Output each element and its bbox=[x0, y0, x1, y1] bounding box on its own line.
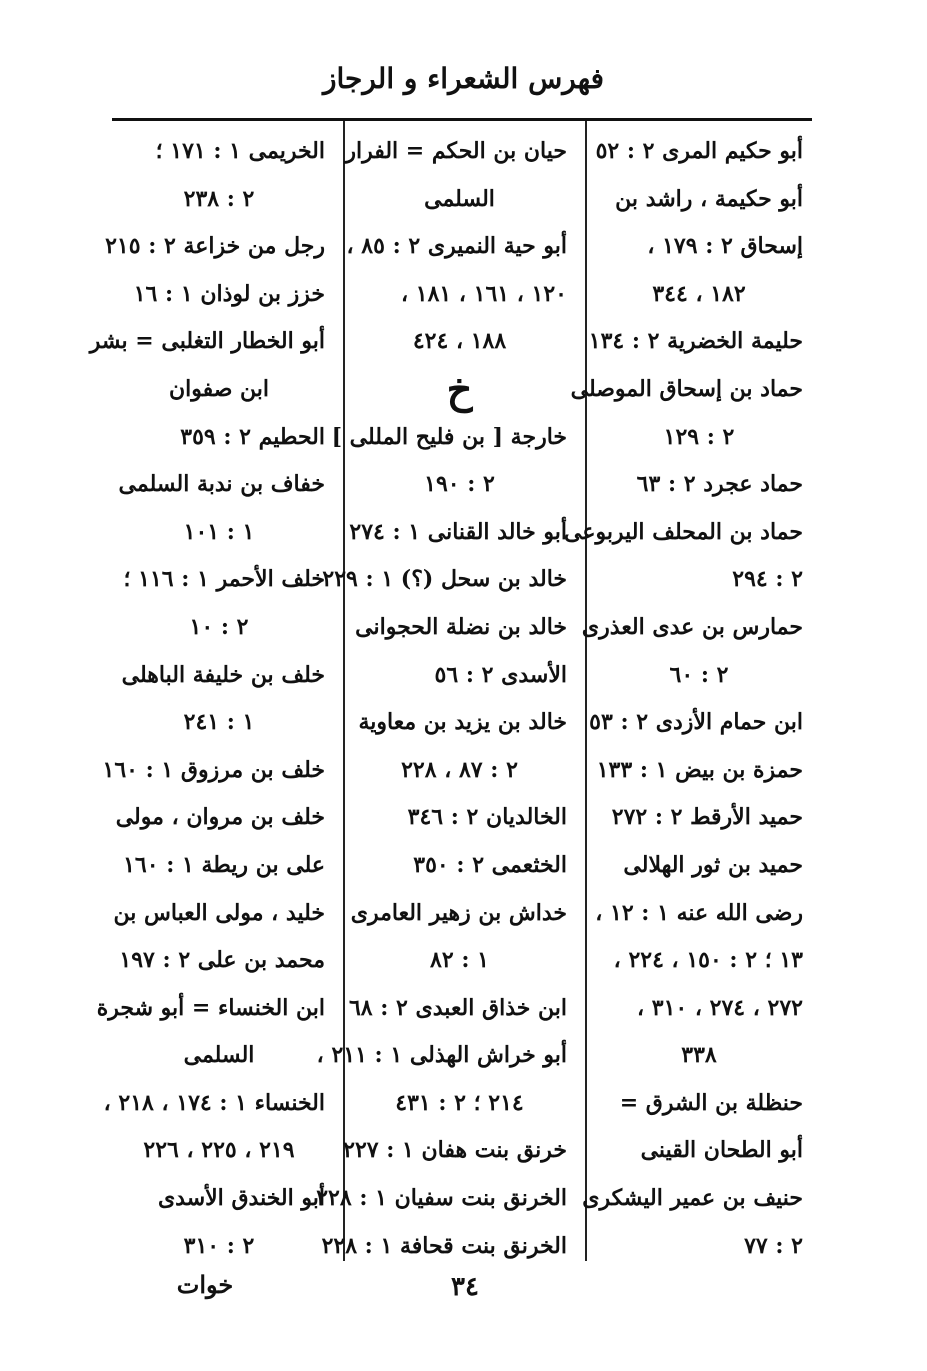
column-divider-left bbox=[343, 121, 345, 1261]
header-rule bbox=[112, 118, 812, 121]
index-entry-line: خالد بن سحل (؟) ١ : ٢٢٩ bbox=[322, 566, 567, 593]
index-entry-line: حماد بن إسحاق الموصلى bbox=[570, 375, 803, 402]
index-entry-line: ٢ : ٨٧ ، ٢٢٨ bbox=[401, 756, 518, 783]
index-entry-line: أبو حكيم المرى ٢ : ٥٢ bbox=[595, 138, 803, 164]
index-entry-line: أبو خراش الهذلى ١ : ٢١١ ، bbox=[316, 1042, 567, 1069]
index-entry-line: السلمى bbox=[183, 1042, 255, 1069]
index-entry-line: ٣٣٨ bbox=[681, 1042, 717, 1069]
index-entry-line: السلمى bbox=[424, 185, 495, 212]
index-entry-line: محمد بن على ٢ : ١٩٧ bbox=[119, 947, 325, 974]
index-entry-line: خالد بن يزيد بن معاوية bbox=[358, 709, 567, 736]
index-entry-line: ٢ : ١٢٩ bbox=[663, 423, 735, 450]
index-entry-line: حنيف بن عمير اليشكرى bbox=[582, 1185, 803, 1212]
index-entry-line: الخريمى ١ : ١٧١ ؛ bbox=[155, 138, 325, 164]
index-entry-line: رجل من خزاعة ٢ : ٢١٥ bbox=[105, 233, 325, 260]
catchword: خوات bbox=[176, 1270, 234, 1299]
index-entry-line: رضى الله عنه ١ : ١٢ ، bbox=[595, 899, 803, 926]
index-column-left bbox=[89, 128, 325, 1270]
index-entry-line: خلف بن خليفة الباهلى bbox=[121, 661, 325, 688]
index-entry-line: ١ : ١٠١ bbox=[183, 518, 255, 545]
page-title: فهرس الشعراء و الرجاز bbox=[323, 62, 604, 95]
index-entry-line: حماد بن المحلف اليربوعى bbox=[563, 518, 803, 545]
index-entry-line: الخثعمى ٢ : ٣٥٠ bbox=[413, 851, 567, 878]
index-entry-line: الخرنق بنت سفيان ١ : ٢٢٨ bbox=[316, 1185, 567, 1212]
index-entry-line: أبو الطحان القينى bbox=[640, 1137, 803, 1164]
index-entry-line: ١ : ٢٤١ bbox=[183, 709, 255, 736]
index-entry-line: الأسدى ٢ : ٥٦ bbox=[434, 661, 567, 688]
index-entry-line: حنظلة بن الشرق = bbox=[619, 1089, 803, 1116]
index-entry-line: ابن خذاق العبدى ٢ : ٦٨ bbox=[348, 994, 567, 1021]
index-entry-line: أبو الخطار التغلبى = بشر bbox=[89, 328, 325, 355]
index-entry-line: ٢١٤ ؛ ٢ : ٤٣١ bbox=[395, 1089, 524, 1116]
index-entry-line: أبو حية النميرى ٢ : ٨٥ ، bbox=[346, 233, 567, 260]
index-entry-line: ٢ : ١٩٠ bbox=[424, 471, 495, 498]
index-entry-line: ١ : ٨٢ bbox=[430, 947, 489, 974]
index-entry-line: خليد ، مولى العباس بن bbox=[113, 899, 325, 926]
page-number: ٣٤ bbox=[451, 1272, 479, 1302]
index-entry-line: ١٣ ؛ ٢ : ١٥٠ ، ٢٢٤ ، bbox=[613, 947, 803, 974]
index-entry-line: أبو خالد القنانى ١ : ٢٧٤ bbox=[349, 518, 567, 545]
index-entry-line: خالد بن نضلة الحجوانى bbox=[355, 613, 567, 640]
index-entry-line: إسحاق ٢ : ١٧٩ ، bbox=[647, 233, 803, 260]
index-entry-line: حماد عجرد ٢ : ٦٣ bbox=[636, 471, 803, 498]
index-entry-line: خلف بن مروان ، مولى bbox=[115, 804, 325, 831]
index-entry-line: خزز بن لوذان ١ : ١٦ bbox=[133, 280, 325, 307]
index-entry-line: ٢١٩ ، ٢٢٥ ، ٢٢٦ bbox=[143, 1137, 295, 1164]
index-entry-line: أبو حكيمة ، راشد بن bbox=[615, 185, 803, 212]
index-column-right bbox=[563, 128, 803, 1270]
index-entry-line: الحطيم ٢ : ٣٥٩ bbox=[180, 423, 325, 450]
index-entry-line: الخرنق بنت قحافة ١ : ٢٢٨ bbox=[321, 1232, 567, 1259]
index-entry-line: حمارس بن عدى العذرى bbox=[581, 613, 803, 640]
index-entry-line: ٢ : ١٠ bbox=[189, 613, 249, 640]
index-entry-line: ١٢٠ ، ١٦١ ، ١٨١ ، bbox=[401, 280, 567, 307]
column-divider-right bbox=[585, 121, 587, 1261]
index-entry-line: ابن الخنساء = أبو شجرة bbox=[96, 994, 325, 1021]
index-entry-line: ١٨٨ ، ٤٢٤ bbox=[412, 328, 507, 355]
index-entry-line: الخنساء ١ : ١٧٤ ، ٢١٨ ، bbox=[103, 1089, 325, 1116]
index-entry-line: خلف بن مرزوق ١ : ١٦٠ bbox=[102, 756, 325, 783]
index-entry-line: ٢ : ٣١٠ bbox=[183, 1232, 255, 1259]
index-entry-line: حميد الأرقط ٢ : ٢٧٢ bbox=[611, 804, 803, 831]
index-entry-line: حليمة الخضرية ٢ : ١٣٤ bbox=[588, 328, 803, 355]
section-letter: خ bbox=[446, 365, 473, 413]
index-entry-line: خارجة [ بن فليح المللى ] bbox=[331, 423, 567, 450]
index-entry-line: خفاف بن ندبة السلمى bbox=[118, 471, 325, 498]
index-entry-line: خداش بن زهير العامرى bbox=[350, 899, 567, 926]
index-entry-line: ابن صفوان bbox=[168, 375, 270, 402]
index-entry-line: ابن حمام الأزدى ٢ : ٥٣ bbox=[589, 709, 803, 736]
index-entry-line: ٢ : ٧٧ bbox=[744, 1232, 803, 1259]
index-entry-line: حيان بن الحكم = الفرار bbox=[345, 138, 567, 164]
index-entry-line: الخالديان ٢ : ٣٤٦ bbox=[407, 804, 567, 831]
index-entry-line: ٢٧٢ ، ٢٧٤ ، ٣١٠ ، bbox=[637, 994, 803, 1021]
index-entry-line: حميد بن ثور الهلالى bbox=[623, 851, 803, 878]
index-entry-line: خرنق بنت هفان ١ : ٢٢٧ bbox=[343, 1137, 567, 1164]
index-entry-line: خلف الأحمر ١ : ١١٦ ؛ bbox=[123, 566, 325, 593]
index-entry-line: ٢ : ٢٣٨ bbox=[183, 185, 255, 212]
index-entry-line: حمزة بن بيض ١ : ١٣٣ bbox=[596, 756, 803, 783]
index-entry-line: على بن ريطة ١ : ١٦٠ bbox=[123, 851, 325, 878]
index-column-middle bbox=[316, 128, 567, 1270]
index-entry-line: ١٨٢ ، ٣٤٤ bbox=[652, 280, 746, 307]
index-entry-line: ٢ : ٦٠ bbox=[669, 661, 729, 688]
index-entry-line: ٢ : ٢٩٤ bbox=[732, 566, 803, 593]
index-entry-line: أبو الخندق الأسدى bbox=[157, 1185, 325, 1212]
